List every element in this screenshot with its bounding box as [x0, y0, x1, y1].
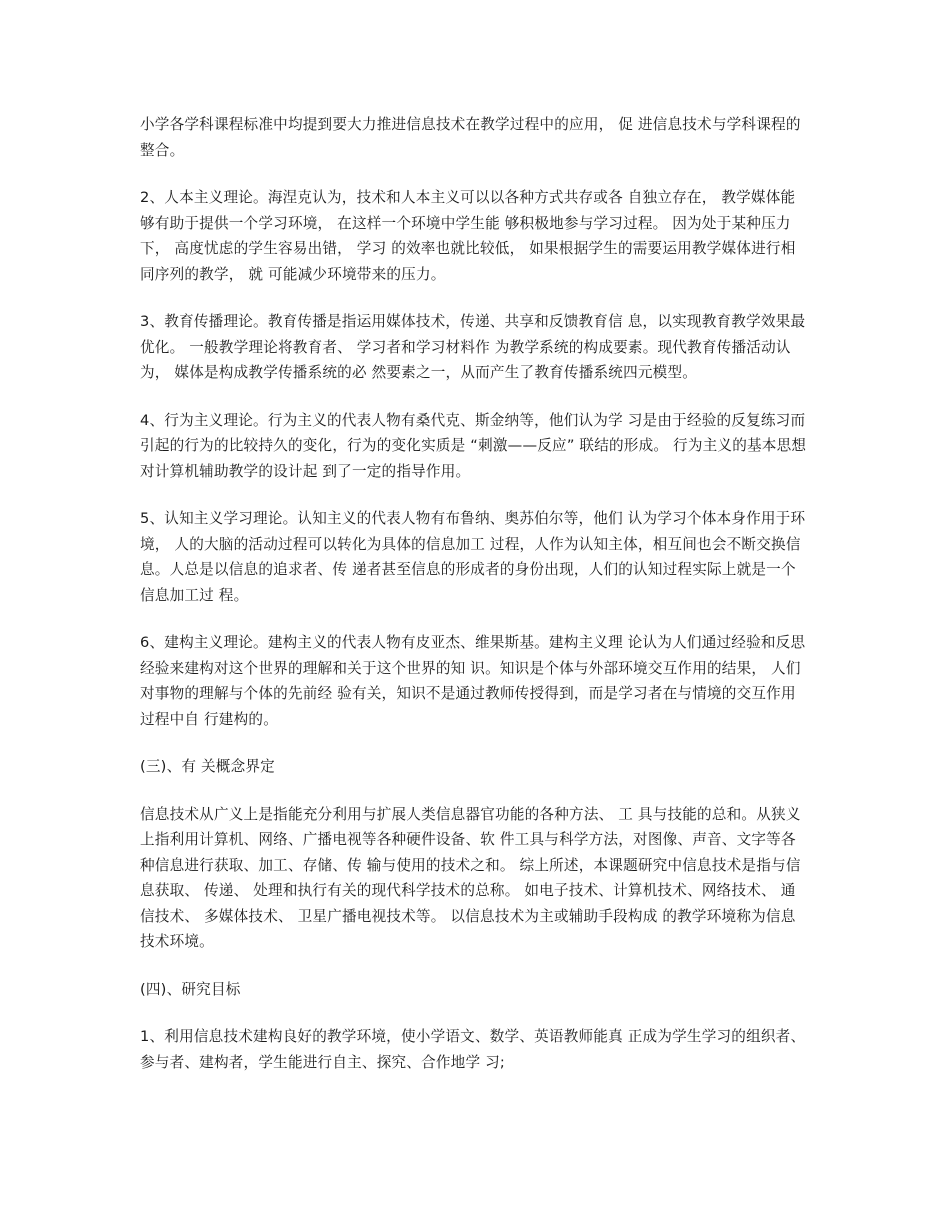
section-heading-research-goals: (四)、研究目标 — [140, 980, 241, 998]
paragraph-behaviorism-theory: 4、行为主义理论。行为主义的代表人物有桑代克、斯金纳等，他们认为学 习是由于经验的反复练习而引起的行为的比较持久的变化，行为的变化实质是 “刺激——反应” 联结的形成。 行为主义的基本思想对计算机辅助教学的设计起 到了一定的指导作用。 — [140, 411, 807, 480]
paragraph-cognitivism-theory: 5、认知主义学习理论。认知主义的代表人物有布鲁纳、奥苏伯尔等，他们 认为学习个体本身作用于环境， 人的大脑的活动过程可以转化为具体的信息加工 过程，人作为认知主体，相互间也会不断交换信息。人总是以信息的追求者、传 递者甚至信息的形成者的身份出现，人们的认知过程实际上就是一个信息加工过 程。 — [140, 510, 806, 604]
paragraph-education-communication-theory: 3、教育传播理论。教育传播是指运用媒体技术，传递、共享和反馈教育信 息，以实现教育教学效果最优化。 一般教学理论将教育者、 学习者和学习材料作 为教学系统的构成要素。现代教育传播活动认为， 媒体是构成教学传播系统的必 然要素之一，从而产生了教育传播系统四元模型。 — [140, 313, 806, 381]
paragraph-constructivism-theory: 6、建构主义理论。建构主义的代表人物有皮亚杰、维果斯基。建构主义理 论认为人们通过经验和反思经验来建构对这个世界的理解和关于这个世界的知 识。知识是个体与外部环境交互作用的结果， 人们对事物的理解与个体的先前经 验有关，知识不是通过教师传授得到，而是学习者在与情境的交互作用过程中自 行建构的。 — [140, 634, 806, 728]
section-heading-concepts: (三)、有 关概念界定 — [140, 758, 275, 775]
paragraph-curriculum-integration: 小学各学科课程标准中均提到要大力推进信息技术在教学过程中的应用， 促 进信息技术与学科课程的整合。 — [140, 116, 801, 159]
paragraph-concept-definition: 信息技术从广义上是指能充分利用与扩展人类信息器官功能的各种方法、 工 具与技能的总和。从狭义上指利用计算机、网络、广播电视等各种硬件设备、软 件工具与科学方法，对图像、声音、文字等各种信息进行获取、加工、存储、传 输与使用的技术之和。 综上所述，本课题研究中信息技术是指与信息获取、 传递、 处理和执行有关的现代科学技术的总称。 如电子技术、计算机技术、网络技术、 通信技术、 多媒体技术、 卫星广播电视技术等。 以信息技术为主或辅助手段构成 的教学环境称为信息技术环境。 — [140, 805, 801, 950]
paragraph-research-goal-1: 1、利用信息技术建构良好的教学环境，使小学语文、数学、英语教师能真 正成为学生学习的组织者、参与者、建构者，学生能进行自主、探究、合作地学 习; — [140, 1028, 806, 1071]
paragraph-humanism-theory: 2、人本主义理论。海涅克认为，技术和人本主义可以以各种方式共存或各 自独立存在， 教学媒体能够有助于提供一个学习环境， 在这样一个环境中学生能 够积极地参与学习过程。 因为处于某种压力下， 高度忧虑的学生容易出错， 学习 的效率也就比较低， 如果根据学生的需要运用教学媒体进行相同序列的教学， 就 可能减少环境带来的压力。 — [140, 189, 796, 283]
